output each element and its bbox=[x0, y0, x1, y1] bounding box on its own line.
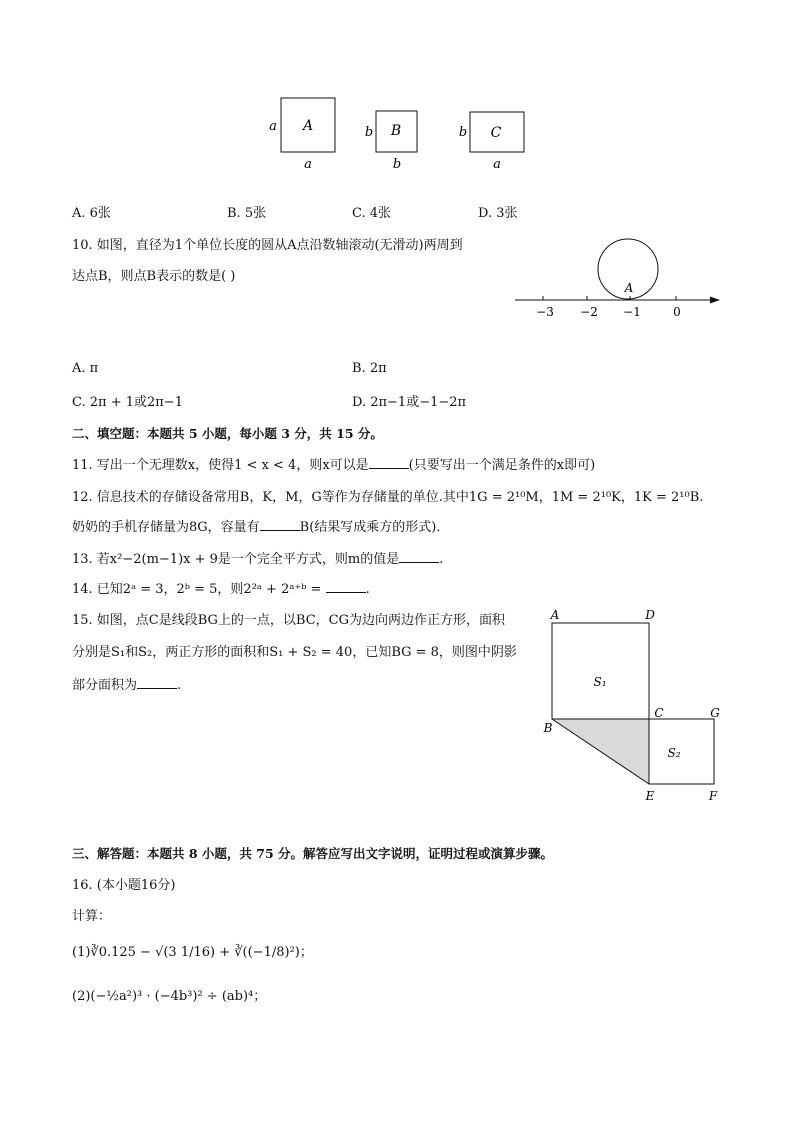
q15-answer-blank[interactable] bbox=[137, 676, 177, 689]
q10-stem-line2: 达点B，则点B表示的数是( ) bbox=[72, 269, 236, 284]
q13-tail: . bbox=[439, 552, 444, 567]
q10-stem-line1: 10. 如图，直径为1个单位长度的圆从A点沿数轴滚动(无滑动)两周到 bbox=[72, 238, 463, 253]
q12-line1: 12. 信息技术的存储设备常用B，K，M，G等作为存储量的单位.其中1G = 2¹⁰M，1M = 2¹⁰K，1K = 2¹⁰B. bbox=[72, 490, 704, 505]
rect-c-bottom-label: a bbox=[493, 157, 501, 172]
q16-title: 16. (本小题16分) bbox=[72, 878, 176, 893]
q16-intro: 计算： bbox=[72, 909, 112, 924]
q16-part1: (1)∛0.125 − √(3 1/16) + ∛((−1/8)²)； bbox=[72, 945, 313, 960]
vertex-a-label: A bbox=[550, 608, 560, 622]
q13 bbox=[72, 548, 443, 567]
rect-c-name: C bbox=[490, 125, 502, 141]
tick-label-minus-3: −3 bbox=[536, 305, 554, 319]
q15-line3 bbox=[72, 674, 181, 693]
q15-line2: 分别是S₁和S₂，两正方形的面积和S₁ + S₂ = 40，已知BG = 8，则图中阴影 bbox=[72, 645, 517, 660]
square-b-side-label: b bbox=[364, 125, 374, 140]
square-s2 bbox=[649, 719, 714, 784]
tick-label-minus-1: −1 bbox=[623, 305, 641, 319]
q9-option-b: B. 5张 bbox=[227, 206, 267, 221]
q15-line1: 15. 如图，点C是线段BG上的一点，以BC，CG为边向两边作正方形，面积 bbox=[72, 613, 506, 628]
vertex-e-label: E bbox=[645, 789, 655, 803]
q14-answer-blank[interactable] bbox=[326, 580, 366, 593]
vertex-f-label: F bbox=[708, 789, 718, 803]
square-b-name: B bbox=[390, 123, 402, 139]
tick-label-minus-2: −2 bbox=[580, 305, 598, 319]
q11-stem: 11. 写出一个无理数x，使得1 < x < 4，则x可以是 bbox=[72, 458, 369, 473]
q15-line3-stem: 部分面积为 bbox=[72, 678, 138, 693]
q14-tail: . bbox=[365, 582, 370, 597]
vertex-c-label: C bbox=[654, 706, 664, 720]
point-a-label: A bbox=[624, 281, 634, 295]
rect-c-side-label: b bbox=[458, 125, 468, 140]
q12-answer-blank[interactable] bbox=[260, 518, 300, 531]
q12-line2-stem: 奶奶的手机存储量为8G，容量有 bbox=[72, 520, 260, 535]
q11-note: (只要写出一个满足条件的x即可) bbox=[408, 458, 596, 473]
vertex-g-label: G bbox=[710, 706, 720, 720]
vertex-b-label: B bbox=[543, 721, 553, 735]
q9-option-c: C. 4张 bbox=[352, 206, 392, 221]
q12-line2 bbox=[72, 516, 449, 535]
q10-option-a: A. π bbox=[72, 361, 99, 376]
q10-option-c: C. 2π + 1或2π−1 bbox=[72, 395, 183, 410]
square-a-name: A bbox=[302, 118, 314, 134]
q15-tail: . bbox=[177, 678, 182, 693]
q9-option-d: D. 3张 bbox=[478, 206, 518, 221]
section-2-heading: 二、填空题：本题共 5 小题，每小题 3 分，共 15 分。 bbox=[72, 426, 383, 441]
area-s2-label: S₂ bbox=[667, 746, 681, 760]
q14 bbox=[72, 578, 370, 597]
square-s1 bbox=[552, 623, 649, 719]
q10-option-d: D. 2π−1或−1−2π bbox=[352, 395, 467, 410]
section-3-heading: 三、解答题：本题共 8 小题，共 75 分。解答应写出文字说明，证明过程或演算步骤。 bbox=[72, 846, 554, 861]
tick-label-zero: 0 bbox=[673, 305, 681, 319]
q15-squares-figure bbox=[538, 604, 728, 808]
q13-answer-blank[interactable] bbox=[399, 550, 439, 563]
q16-part2: (2)(−½a²)³ · (−4b³)² ÷ (ab)⁴； bbox=[72, 989, 267, 1004]
square-b-bottom-label: b bbox=[392, 157, 402, 172]
q12-line2-tail: B(结果写成乘方的形式)． bbox=[299, 520, 450, 535]
q11 bbox=[72, 454, 595, 473]
square-a-bottom-label: a bbox=[304, 157, 312, 172]
q11-answer-blank[interactable] bbox=[369, 456, 409, 469]
square-a-side-label: a bbox=[269, 119, 277, 134]
q10-option-b: B. 2π bbox=[352, 361, 387, 376]
q10-numberline-figure bbox=[510, 232, 730, 324]
vertex-d-label: D bbox=[645, 608, 655, 622]
q14-stem: 14. 已知2ᵃ = 3，2ᵇ = 5，则2²ᵃ + 2ᵃ⁺ᵇ = bbox=[72, 582, 326, 597]
q9-option-a: A. 6张 bbox=[72, 206, 111, 221]
area-s1-label: S₁ bbox=[593, 675, 607, 689]
q13-stem: 13. 若x²−2(m−1)x + 9是一个完全平方式，则m的值是 bbox=[72, 552, 400, 567]
q9-squares-figure bbox=[260, 92, 540, 174]
axis-arrow-icon bbox=[710, 297, 720, 304]
